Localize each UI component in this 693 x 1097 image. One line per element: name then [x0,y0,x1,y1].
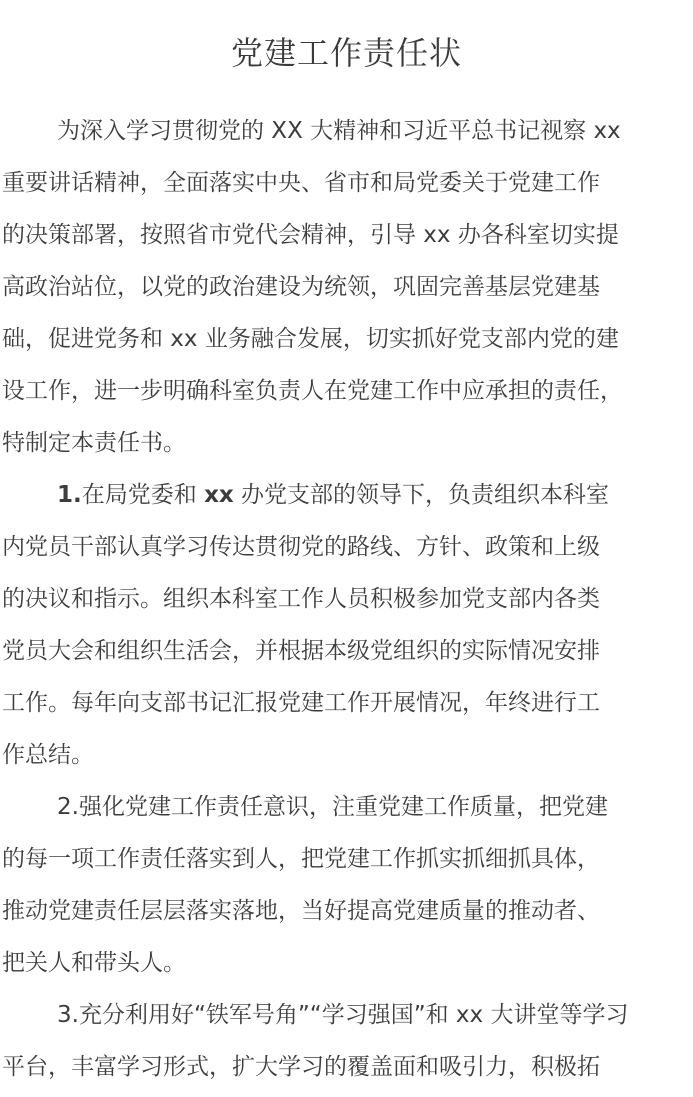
paragraph-line [57,478,609,512]
paragraph-line: 平台，丰富学习形式，扩大学习的覆盖面和吸引力，积极拓 [2,1054,600,1080]
paragraph-line: 工作。每年向支部书记汇报党建工作开展情况，年终进行工 [2,690,600,716]
paragraph-line: 为深入学习贯彻党的 XX 大精神和习近平总书记视察 xx [57,118,621,144]
paragraph-line: 内党员干部认真学习传达贯彻党的路线、方针、政策和上级 [2,534,600,560]
paragraph-line: 推动党建责任层层落实落地，当好提高党建质量的推动者、 [2,898,600,924]
paragraph-line: 特制定本责任书。 [2,430,186,456]
document-title: 党建工作责任状 [230,34,462,72]
paragraph-line: 党员大会和组织生活会，并根据本级党组织的实际情况安排 [2,638,600,664]
paragraph-line: 2.强化党建工作责任意识，注重党建工作质量，把党建 [57,794,608,820]
paragraph-line: 作总结。 [2,742,94,768]
paragraph-line: 础，促进党务和 xx 业务融合发展，切实抓好党支部内党的建 [2,326,619,352]
paragraph-line: 高政治站位，以党的政治建设为统领，巩固完善基层党建基 [2,274,600,300]
paragraph-line: 重要讲话精神，全面落实中央、省市和局党委关于党建工作 [2,170,600,196]
item-text: 办党支部的领导下，负责组织本科室 [233,482,610,508]
paragraph-line: 的决议和指示。组织本科室工作人员积极参加党支部内各类 [2,586,600,612]
item-text: 在局党委和 [81,482,205,508]
paragraph-line: 3.充分利用好“铁军号角”“学习强国”和 xx 大讲堂等学习 [57,1002,629,1028]
item-text-bold: xx [204,482,234,508]
paragraph-line: 把关人和带头人。 [2,950,186,976]
item-number: 1. [57,482,82,508]
paragraph-line: 设工作，进一步明确科室负责人在党建工作中应承担的责任， [2,378,623,404]
paragraph-line: 的每一项工作责任落实到人，把党建工作抓实抓细抓具体， [2,846,600,872]
paragraph-line: 的决策部署，按照省市党代会精神，引导 xx 办各科室切实提 [2,222,619,248]
